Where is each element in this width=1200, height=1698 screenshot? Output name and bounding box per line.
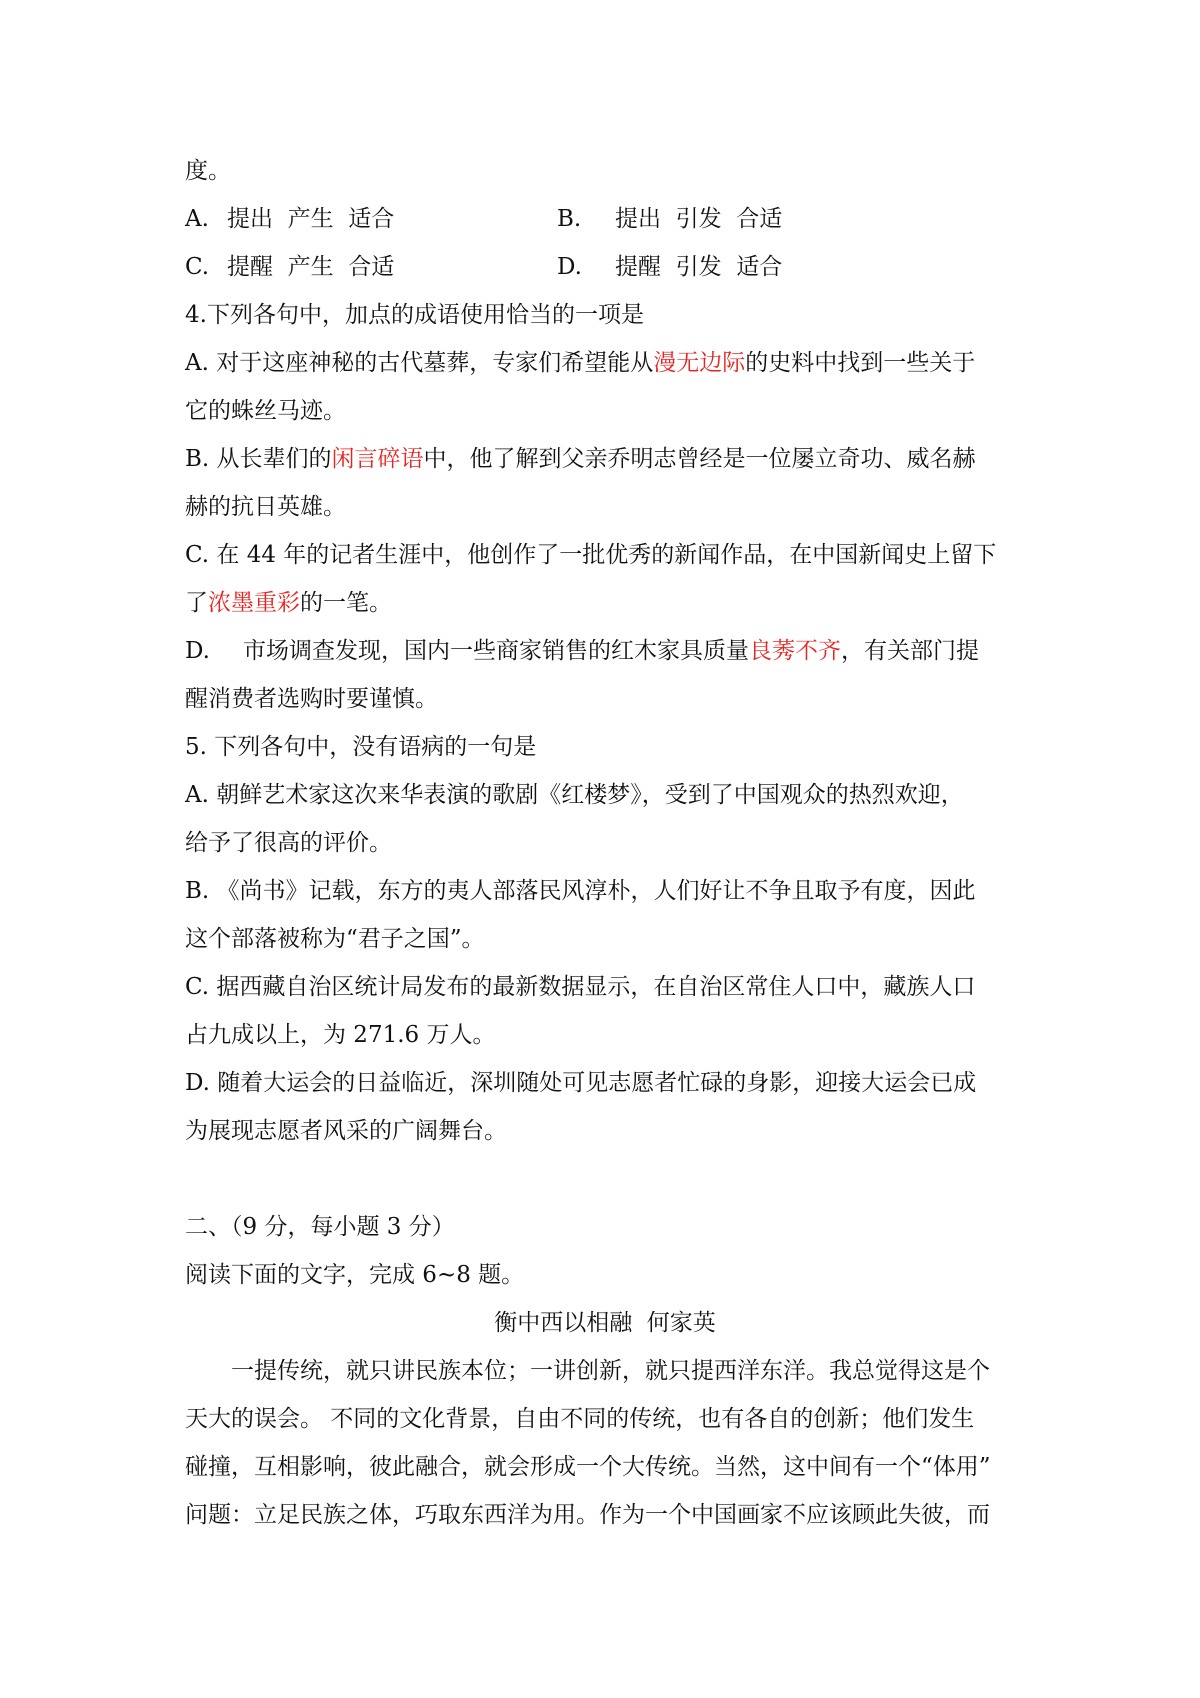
- q3-option-a: [185, 195, 557, 243]
- q3-tail-line: 度。: [185, 158, 231, 184]
- q5-option-a-line1: A. 朝鲜艺术家这次来华表演的歌剧《红楼梦》，受到了中国观众的热烈欢迎，: [185, 782, 964, 808]
- q4-option-c-line2: [185, 579, 1025, 627]
- q4-option-b-line2: 赫的抗日英雄。: [185, 494, 346, 520]
- q4-option-d-line2: 醒消费者选购时要谨慎。: [185, 686, 438, 712]
- q4-stem: 4.下列各句中，加点的成语使用恰当的一项是: [185, 302, 644, 328]
- q4-b-post: 中，他了解到父亲乔明志曾经是一位屡立奇功、威名赫: [423, 446, 976, 472]
- passage-line-3: 碰撞，互相影响，彼此融合，就会形成一个大传统。当然，这中间有一个“体用”: [185, 1454, 991, 1480]
- option-text: 提醒 引发 适合: [615, 254, 783, 280]
- q3-options-row-2: [185, 243, 1025, 291]
- option-text: 提出 产生 适合: [227, 206, 395, 232]
- q5-option-b-line2: 这个部落被称为“君子之国”。: [185, 926, 485, 952]
- q4-a-post: 的史料中找到一些关于: [745, 350, 976, 376]
- option-letter: B.: [557, 206, 582, 232]
- q4-a-idiom: 漫无边际: [653, 350, 746, 376]
- q4-d-post: ，有关部门提: [841, 638, 979, 664]
- option-letter: A.: [185, 206, 209, 232]
- section2-instruction: 阅读下面的文字，完成 6~8 题。: [185, 1262, 525, 1288]
- option-letter: D.: [557, 254, 582, 280]
- q5-stem: 5. 下列各句中，没有语病的一句是: [185, 734, 537, 760]
- q4-c-post: 的一笔。: [300, 590, 392, 616]
- q4-option-a-line2: 它的蛛丝马迹。: [185, 398, 346, 424]
- passage-line-1: 一提传统，就只讲民族本位；一讲创新，就只提西洋东洋。我总觉得这是个: [231, 1358, 990, 1384]
- q3-options-row-1: [185, 195, 1025, 243]
- q3-option-b: [557, 195, 782, 243]
- option-text: 提醒 产生 合适: [227, 254, 395, 280]
- passage-title: 衡中西以相融 何家英: [494, 1310, 716, 1336]
- q4-option-a-line1: [185, 339, 1025, 387]
- section-gap: [185, 1155, 1025, 1203]
- q4-option-b-line1: [185, 435, 1025, 483]
- option-letter: C.: [185, 254, 210, 280]
- q4-option-d-line1: [185, 627, 1025, 675]
- q4-c-pre: 了: [185, 590, 208, 616]
- q4-b-pre: B. 从长辈们的: [185, 446, 332, 472]
- q4-option-c-line1: C. 在 44 年的记者生涯中，他创作了一批优秀的新闻作品，在中国新闻史上留下: [185, 542, 997, 568]
- q5-option-d-line1: D. 随着大运会的日益临近，深圳随处可见志愿者忙碌的身影，迎接大运会已成: [185, 1070, 977, 1096]
- q4-c-idiom: 浓墨重彩: [208, 590, 300, 616]
- q5-option-a-line2: 给予了很高的评价。: [185, 830, 392, 856]
- passage-line-4: 问题：立足民族之体，巧取东西洋为用。作为一个中国画家不应该顾此失彼，而: [185, 1502, 990, 1528]
- section2-heading: 二、（9 分，每小题 3 分）: [185, 1214, 455, 1240]
- q4-b-idiom: 闲言碎语: [331, 446, 424, 472]
- q3-option-d: [557, 243, 782, 291]
- q4-d-idiom: 良莠不齐: [749, 638, 841, 664]
- q4-d-pre: 市场调查发现，国内一些商家销售的红木家具质量: [243, 638, 749, 664]
- option-letter: D.: [185, 638, 210, 664]
- q5-option-d-line2: 为展现志愿者风采的广阔舞台。: [185, 1118, 507, 1144]
- option-text: 提出 引发 合适: [615, 206, 783, 232]
- passage-line-2: 天大的误会。 不同的文化背景，自由不同的传统，也有各自的创新；他们发生: [185, 1406, 975, 1432]
- q5-option-c-line1: C. 据西藏自治区统计局发布的最新数据显示，在自治区常住人口中，藏族人口: [185, 974, 976, 1000]
- q5-option-c-line2: 占九成以上，为 271.6 万人。: [185, 1022, 496, 1048]
- exam-page: [185, 147, 1025, 1539]
- q4-a-pre: A. 对于这座神秘的古代墓葬，专家们希望能从: [185, 350, 654, 376]
- q5-option-b-line1: B. 《尚书》记载，东方的夷人部落民风淳朴，人们好让不争且取予有度，因此: [185, 878, 976, 904]
- q3-option-c: [185, 243, 557, 291]
